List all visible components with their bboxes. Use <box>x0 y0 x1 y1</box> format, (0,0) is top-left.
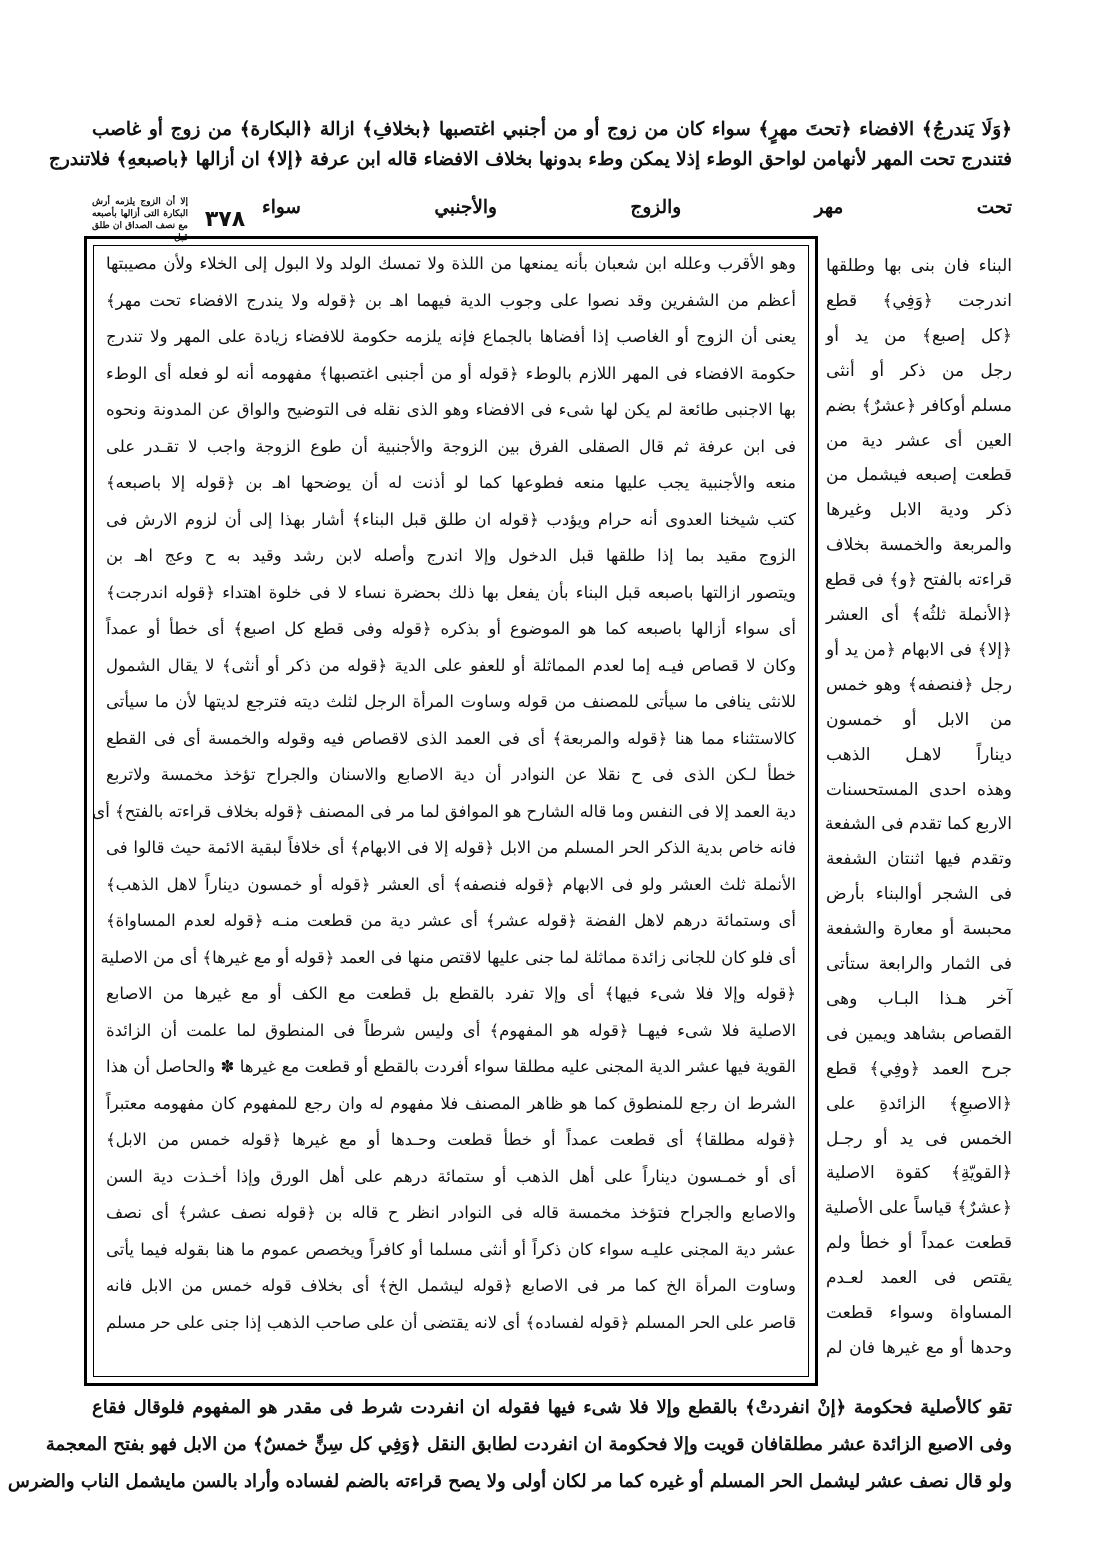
footer-line: تقو كالأصلية فحكومة ﴿إنْ انفردتْ﴾ بالقطع وإلا فلا شىء فيها فقوله ان انفردت شرط فى مقدر هو المفهوم فلوقال فقاع <box>92 1397 1012 1418</box>
commentary-line: أى وستمائة درهم لاهل الفضة ﴿قوله عشر﴾ أى عشر دية من قطعت منـه ﴿قوله لعدم المساواة﴾ <box>106 911 796 930</box>
commentary-line: منعه والأجنبية يجب عليها منعه فطوعها كما لو أذنت له أن يوضحها اهـ بن ﴿قوله إلا باصبعه﴾ <box>106 473 796 492</box>
margin-line: يقتص فى العمد لعـدم <box>826 1268 1012 1289</box>
commentary-line: وكان لا قصاص فيـه إما لعدم المماثلة أو للعفو على الدية ﴿قوله من ذكر أو أنثى﴾ لا يقال الشمول <box>106 655 796 675</box>
margin-line: ﴿عشرٌ﴾ قياساً على الأصلية <box>824 1198 1012 1219</box>
commentary-line: وساوت المرأة الخ كما مر فى الاصابع ﴿قوله ليشمل الخ﴾ أى بخلاف قوله خمس من الابل فانه <box>106 1276 796 1295</box>
commentary-line: أى فلو كان للجانى زائدة مماثلة لما جنى عليها لاقتص منها فى العمد ﴿قوله أو مع غيرها﴾ أى من الاصلية <box>100 947 796 967</box>
margin-line: ﴿كل إصبع﴾ من يد أو <box>826 325 1012 346</box>
margin-line: اندرجت ﴿وَفِي﴾ قطع <box>826 290 1012 311</box>
commentary-line: ﴿قوله وإلا فلا شىء فيها﴾ أى وإلا تفرد بالقطع بل قطعت مع الكف أو مع غيرها من الاصابع <box>106 984 796 1003</box>
margin-line: قطعت عمداً أو خطأ ولم <box>826 1233 1012 1254</box>
commentary-line: للانثى ينافى ما سيأتى للمصنف من قوله وساوت المرأة الرجل لثلث ديته فترجع لديتها لأن ما سيأتى <box>106 692 796 711</box>
margin-line: وحدها أو مع غيرها فان لم <box>826 1337 1012 1358</box>
margin-line: ﴿الأنملة ثلثُه﴾ أى العشر <box>826 605 1012 625</box>
margin-line: جرح العمد ﴿وفِي﴾ قطع <box>826 1058 1012 1079</box>
margin-line: الاربع كما تقدم فى الشفعة <box>824 814 1012 835</box>
commentary-line: حكومة الافضاء فى المهر اللازم بالوطء ﴿قوله أو من أجنبى اغتصبها﴾ مفهومه أنه لو فعله أى الوطء <box>106 363 796 383</box>
commentary-line: الشرط ان رجع للمنطوق كما هو ظاهر المصنف فلا مفهوم له وان رجع للمفهوم كان مفهومه معتبراً <box>106 1093 796 1113</box>
margin-line: البناء فان بنى بها وطلقها <box>826 256 1012 276</box>
header-line: تحت مهر والزوج والأجنبي سواء <box>262 197 1012 218</box>
commentary-line: ﴿قوله مطلقا﴾ أى قطعت عمداً أو خطأ قطعت وحـدها أو مع غيرها ﴿قوله خمس من الابل﴾ <box>106 1130 796 1149</box>
commentary-line: عشر دية المجنى عليـه سواء كان ذكراً أو أنثى مسلما أو كافراً ويخصص عموم ما هنا بقوله فيما يأتى <box>106 1239 796 1259</box>
margin-line: ﴿إلا﴾ فى الابهام ﴿من يد أو <box>826 639 1012 660</box>
margin-line: ذكر ودية الابل وغيرها <box>826 500 1012 521</box>
commentary-line: الزوج مقيد بما إذا طلقها قبل الدخول وإلا اندرج وأصله لابن رشد وقيد به ح وعج اهـ بن <box>106 546 796 565</box>
page-number: ٣٧٨ <box>204 207 246 232</box>
commentary-line: بها الاجنبى طائعة لم يكن لها شىء فى الافضاء وهو الذى نقله فى التوضيح والواق عن المدونة ونحوه <box>106 400 796 419</box>
margin-line: ﴿الاصبعِ﴾ الزائدةِ على <box>826 1093 1012 1114</box>
commentary-line: يعنى أن الزوج أو الغاصب إذا أفضاها بالجماع فإنه يلزمه حكومة للافضاء زيادة على المهر ولا تندرج <box>106 327 796 346</box>
header-line: ﴿وَلَا يَندرجُ﴾ الافضاء ﴿تحتَ مهرٍ﴾ سواء كان من زوج أو من أجنبي اغتصبها ﴿بخلافِ﴾ ازالة ﴿البكارة﴾ من زوج أو غاصب <box>92 119 1012 140</box>
margin-line: فى الثمار والرابعة ستأتى <box>826 954 1012 974</box>
commentary-line: فانه خاص بدية الذكر الحر المسلم من الابل ﴿قوله إلا فى الابهام﴾ أى خلافاً لبقية الائمة حيث قالوا فى <box>106 838 796 857</box>
margin-line: قراءته بالفتح ﴿و﴾ فى قطع <box>824 570 1012 591</box>
margin-line: والمربعة والخمسة بخلاف <box>826 535 1012 556</box>
margin-line: فى الشجر أوالبناء بأرض <box>826 884 1012 905</box>
margin-line: القصاص بشاهد ويمين فى <box>826 1023 1012 1044</box>
margin-line: آخر هـذا البـاب وهى <box>826 988 1012 1009</box>
margin-line: من الابل أو خمسون <box>826 709 1012 730</box>
footer-line: ولو قال نصف عشر ليشمل الحر المسلم أو غيره كما مر لكان أولى ولا يصح قراءته بالضم لفساده وأراد بالسن مايشمل الناب والضرس <box>7 1471 1012 1492</box>
commentary-line: أى سواء أزالها باصبعه كما هو الموضوع أو بذكره ﴿قوله وفى قطع كل اصبع﴾ أى خطأ أو عمداً <box>106 619 796 638</box>
margin-line: وتقدم فيها اثنتان الشفعة <box>826 849 1012 870</box>
commentary-line: ويتصور ازالتها باصبعه قبل البناء بأن يفعل بها ذلك بحضرة نساء لا فى خلوة اهتداء ﴿قوله اندرجت﴾ <box>106 582 796 602</box>
margin-line: المساواة وسواء قطعت <box>826 1303 1012 1323</box>
commentary-line: كتب شيخنا العدوى أنه حرام ويؤدب ﴿قوله ان طلق قبل البناء﴾ أشار بهذا إلى أن لزوم الارش فى <box>106 509 796 529</box>
margin-line: رجل ﴿فنصفه﴾ وهو خمس <box>826 674 1012 695</box>
commentary-line: أعظم من الشفرين وقد نصوا على وجوب الدية فيهما اهـ بن ﴿قوله ولا يندرج الافضاء تحت مهر﴾ <box>106 290 796 310</box>
commentary-line: الأنملة ثلث العشر ولو فى الابهام ﴿قوله فنصفه﴾ أى العشر ﴿قوله أو خمسون ديناراً لاهل الذهب﴾ <box>106 874 796 894</box>
commentary-line: أى أو خمـسون ديناراً على أهل الذهب أو ستمائة درهم على أهل الورق وإذا أخـذت دية السن <box>106 1166 796 1186</box>
commentary-line: وهو الأقرب وعلله ابن شعبان بأنه يمنعها من اللذة ولا تمسك الولد ولا البول إلى الخلاء ولأن مصيبتها <box>106 254 796 273</box>
commentary-line: قاصر على الحر المسلم ﴿قوله لفساده﴾ أى لانه يقتضى أن على صاحب الذهب إذا جنى على حر مسلم <box>106 1312 796 1332</box>
commentary-line: الاصلية فلا شىء فيهـا ﴿قوله هو المفهوم﴾ أى وليس شرطاً فى المنطوق لما علمت أن الزائدة <box>106 1020 796 1040</box>
margin-line: محبسة أو معارة والشفعة <box>826 919 1012 940</box>
commentary-line: دية العمد إلا فى النفس وما قاله الشارح هو الموافق لما مر فى المصنف ﴿قوله بخلاف قراءته بالفتح﴾ أى <box>92 801 796 821</box>
margin-line: العين أى عشر دية من <box>826 430 1012 451</box>
margin-line: ديناراً لاهـل الذهب <box>826 744 1012 765</box>
margin-line: قطعت إصبعه فيشمل من <box>826 465 1012 486</box>
commentary-line: فى ابن عرفة ثم قال الصقلى الفرق بين الزوجة والأجنبية أن طوع الزوجة واجب لا تقـدر على <box>106 436 796 456</box>
commentary-line: خطأ لـكن الذى فى ح نقلا عن النوادر أن دية الاصابع والاسنان والجراح تؤخذ مخمسة ولاتربع <box>106 765 796 784</box>
header-line: إلا أن الزوج يلزمه أرش البكارة التى أزالها بأصبعه مع نصف الصداق ان طلق قبل <box>92 197 188 243</box>
commentary-line: القوية فيها عشر الدية المجنى عليه مطلقا سواء أفردت بالقطع أو قطعت مع غيرها ✽ والحاصل أن هذا <box>106 1057 796 1076</box>
margin-line: رجل من ذكر أو أنثى <box>826 360 1012 381</box>
margin-line: وهذه احدى المستحسنات <box>826 779 1012 800</box>
commentary-line: والاصابع والجراح فتؤخذ مخمسة قاله فى النوادر انظر ح قاله بن ﴿قوله نصف عشر﴾ أى نصف <box>106 1203 796 1222</box>
margin-line: الخمس فى يد أو رجـل <box>826 1128 1012 1149</box>
margin-line: ﴿القويّةِ﴾ كقوة الاصلية <box>826 1163 1012 1184</box>
header-line: فتندرج تحت المهر لأنهامن لواحق الوطء إذلا يمكن وطء بدونها بخلاف الافضاء قاله ابن عرفة ﴿إلا﴾ ان أزالها ﴿باصبعهِ﴾ فلاتندرج <box>48 149 1012 170</box>
margin-line: مسلم أوكافر ﴿عشرٌ﴾ بضم <box>825 395 1012 416</box>
commentary-line: كالاستثناء مما هنا ﴿قوله والمربعة﴾ أى فى العمد الذى لاقصاص فيه وقوله والخمسة أى فى القطع <box>106 728 796 748</box>
footer-line: وفى الاصبع الزائدة عشر مطلقافان قويت وإلا فحكومة ان انفردت لطابق النقل ﴿وَفِي كل سِنٍّ خمسٌ﴾ من الابل فهو بفتح المعجمة <box>45 1434 1012 1455</box>
